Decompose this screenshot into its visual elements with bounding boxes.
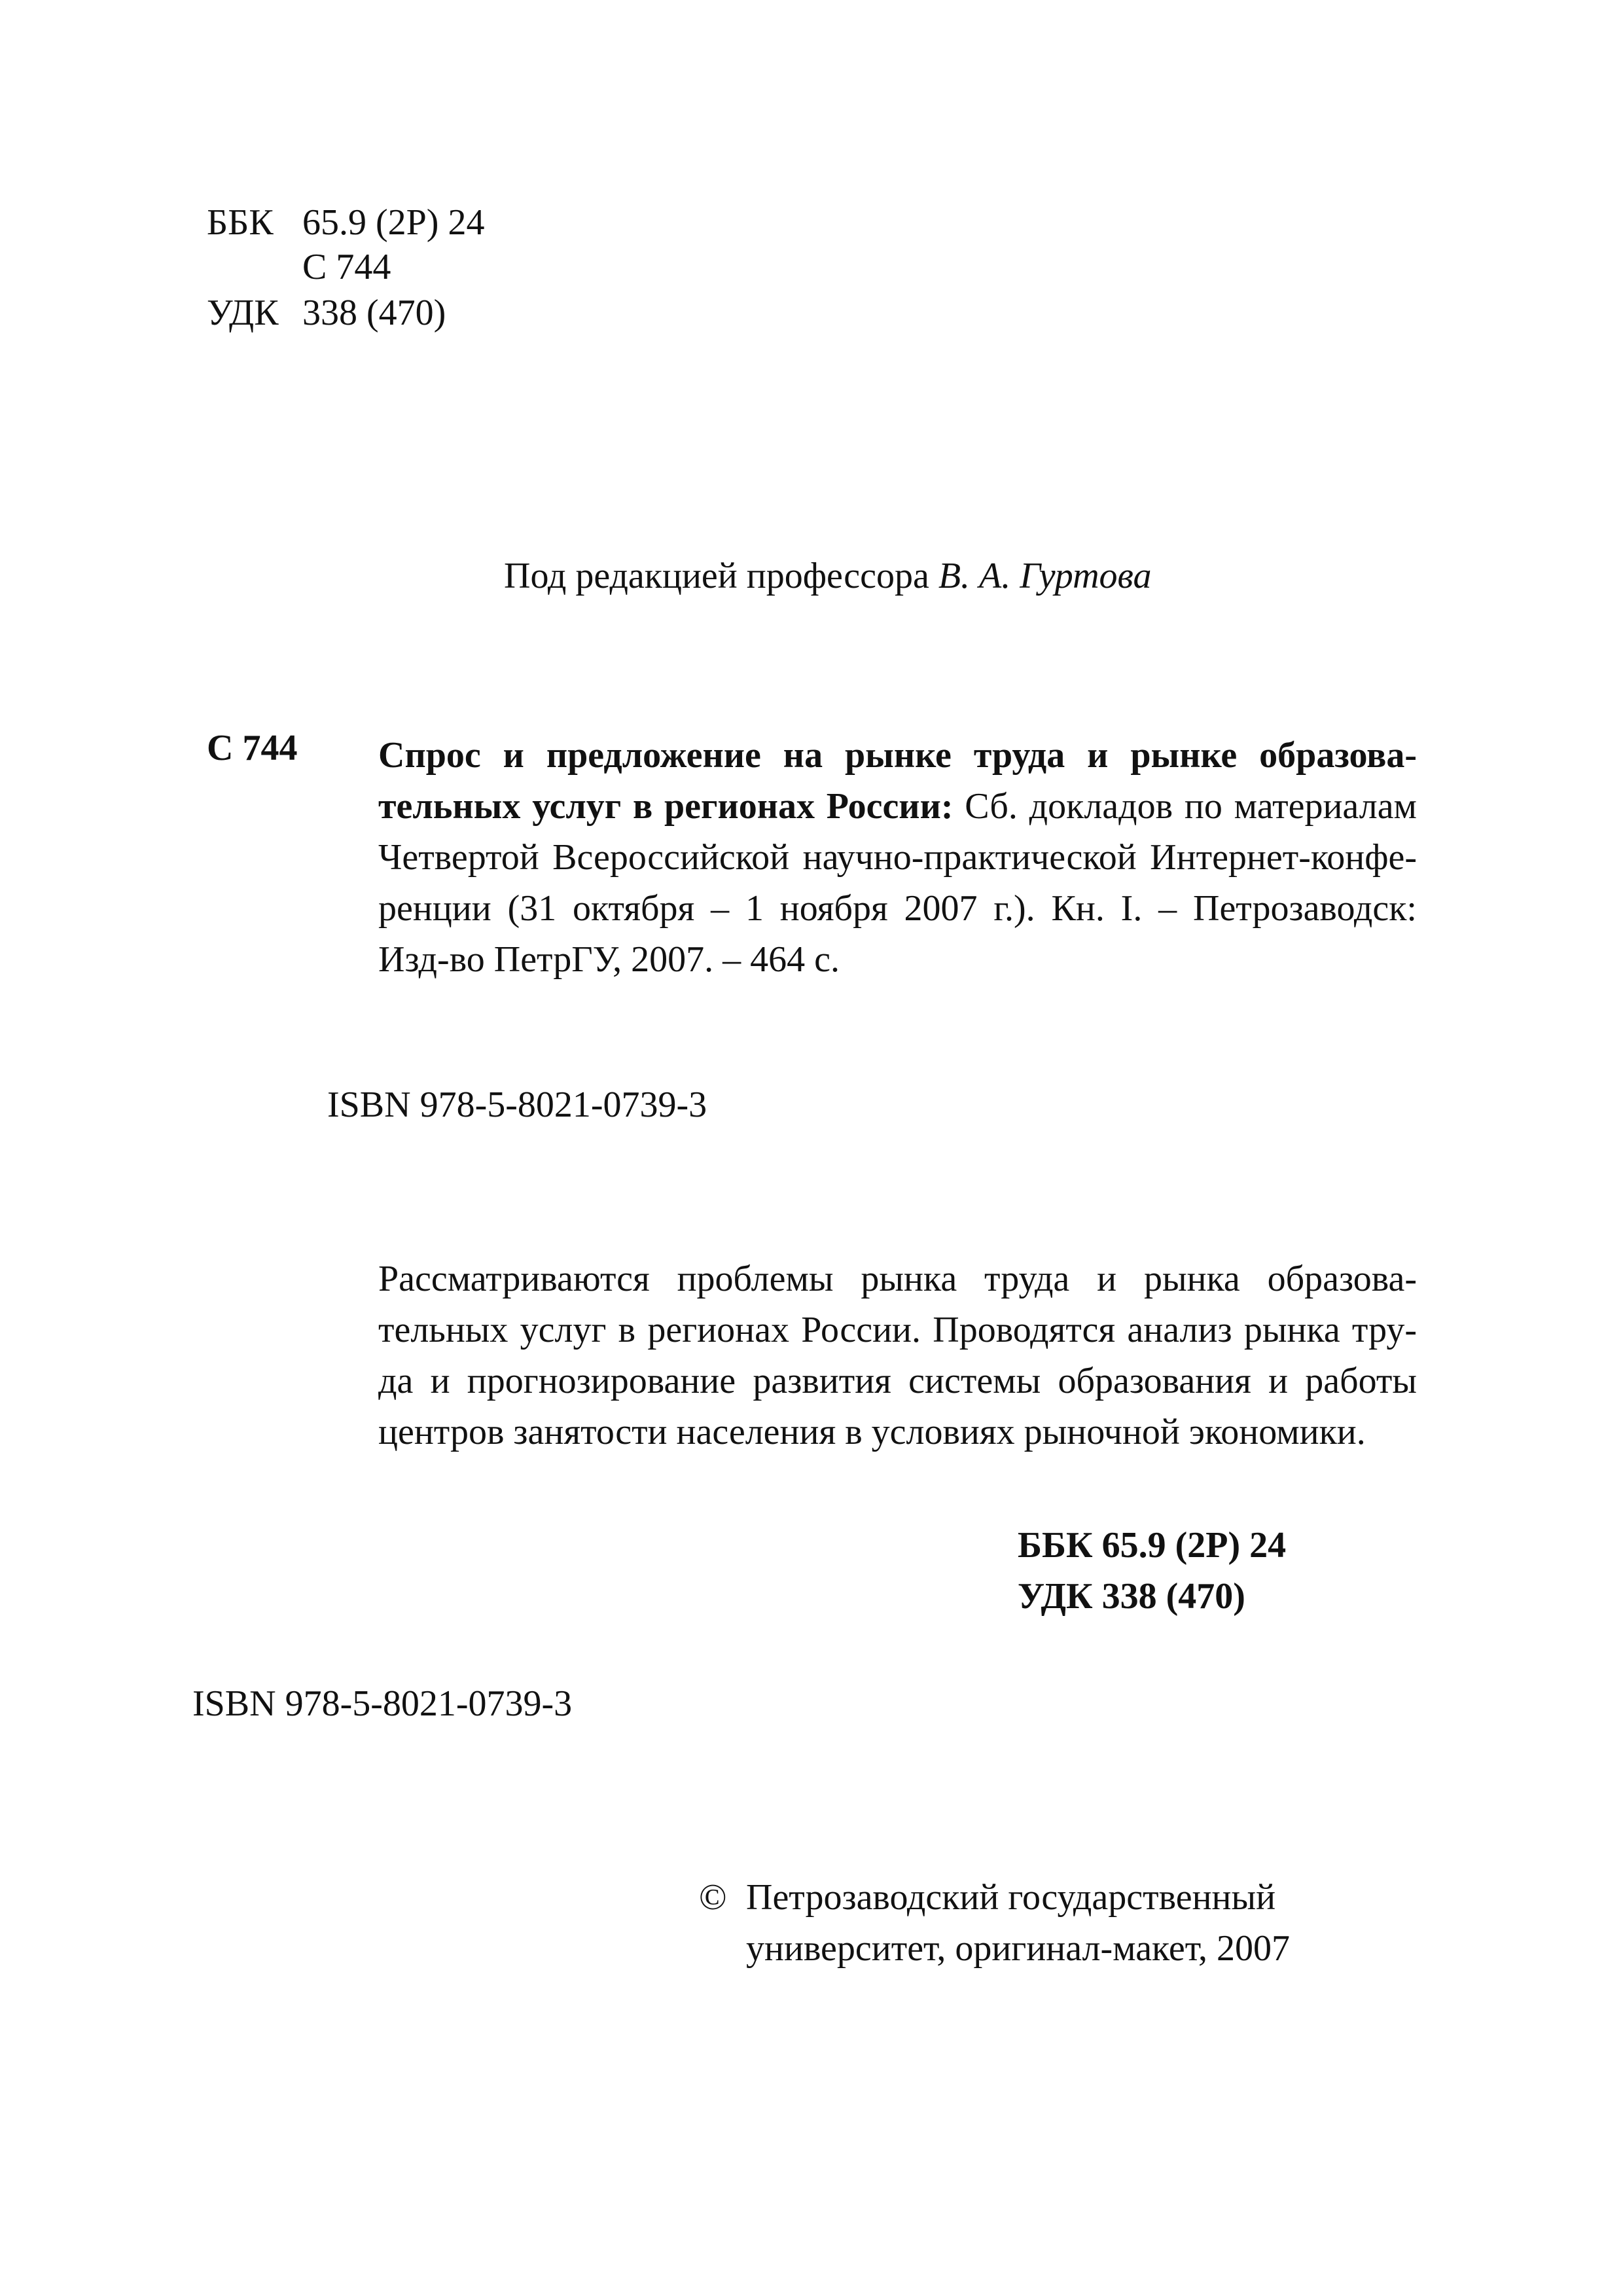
udk-label: УДК: [207, 293, 279, 333]
entry-title-part-2: тельных услуг в регионах России:: [378, 786, 954, 827]
udk-value: 338 (470): [302, 293, 446, 333]
annotation-line-3: да и прогнозирование развития системы образования и работы: [378, 1361, 1417, 1401]
editor-prefix: Под редакцией профессора: [504, 556, 929, 596]
entry-line-2-rest: Сб. докладов по материалам: [953, 786, 1417, 827]
copyright-line-1: Петрозаводский государственный: [746, 1877, 1276, 1918]
bottom-bbk: ББК 65.9 (2Р) 24: [1018, 1525, 1287, 1566]
annotation-line-2: тельных услуг в регионах России. Проводятся анализ рынка тру-: [378, 1310, 1417, 1350]
annotation-line-1: Рассматриваются проблемы рынка труда и рынка образова-: [378, 1259, 1417, 1299]
entry-line-3: Четвертой Всероссийской научно-практической Интернет-конфе-: [378, 837, 1417, 878]
isbn-bottom: ISBN 978-5-8021-0739-3: [192, 1683, 573, 1724]
isbn-main: ISBN 978-5-8021-0739-3: [327, 1085, 707, 1125]
bibliographic-entry: [378, 730, 1417, 985]
bottom-udk: УДК 338 (470): [1018, 1576, 1245, 1617]
entry-title-part-1: Спрос и предложение на рынке труда и рынке образова-: [378, 735, 1417, 776]
copyright-line-2: университет, оригинал-макет, 2007: [746, 1928, 1290, 1969]
entry-line-2: [378, 781, 1417, 832]
bbk-value: 65.9 (2Р) 24: [302, 202, 485, 243]
copyright-block: [699, 1872, 1290, 1974]
editor-line: [504, 558, 1151, 594]
author-sign: С 744: [302, 247, 391, 287]
bottom-classification: [1018, 1520, 1286, 1622]
annotation-line-4: центров занятости населения в условиях рыночной экономики.: [378, 1412, 1366, 1452]
annotation: [378, 1253, 1417, 1458]
copyright-icon: ©: [699, 1877, 727, 1918]
bbk-label: ББК: [207, 202, 274, 243]
entry-line-4: ренции (31 октября – 1 ноября 2007 г.). Кн. I. – Петрозаводск:: [378, 888, 1417, 929]
entry-line-5: Изд-во ПетрГУ, 2007. – 464 с.: [378, 939, 840, 980]
editor-name: В. А. Гуртова: [938, 556, 1152, 596]
entry-line-1: [378, 730, 1417, 781]
entry-code: С 744: [207, 728, 298, 768]
